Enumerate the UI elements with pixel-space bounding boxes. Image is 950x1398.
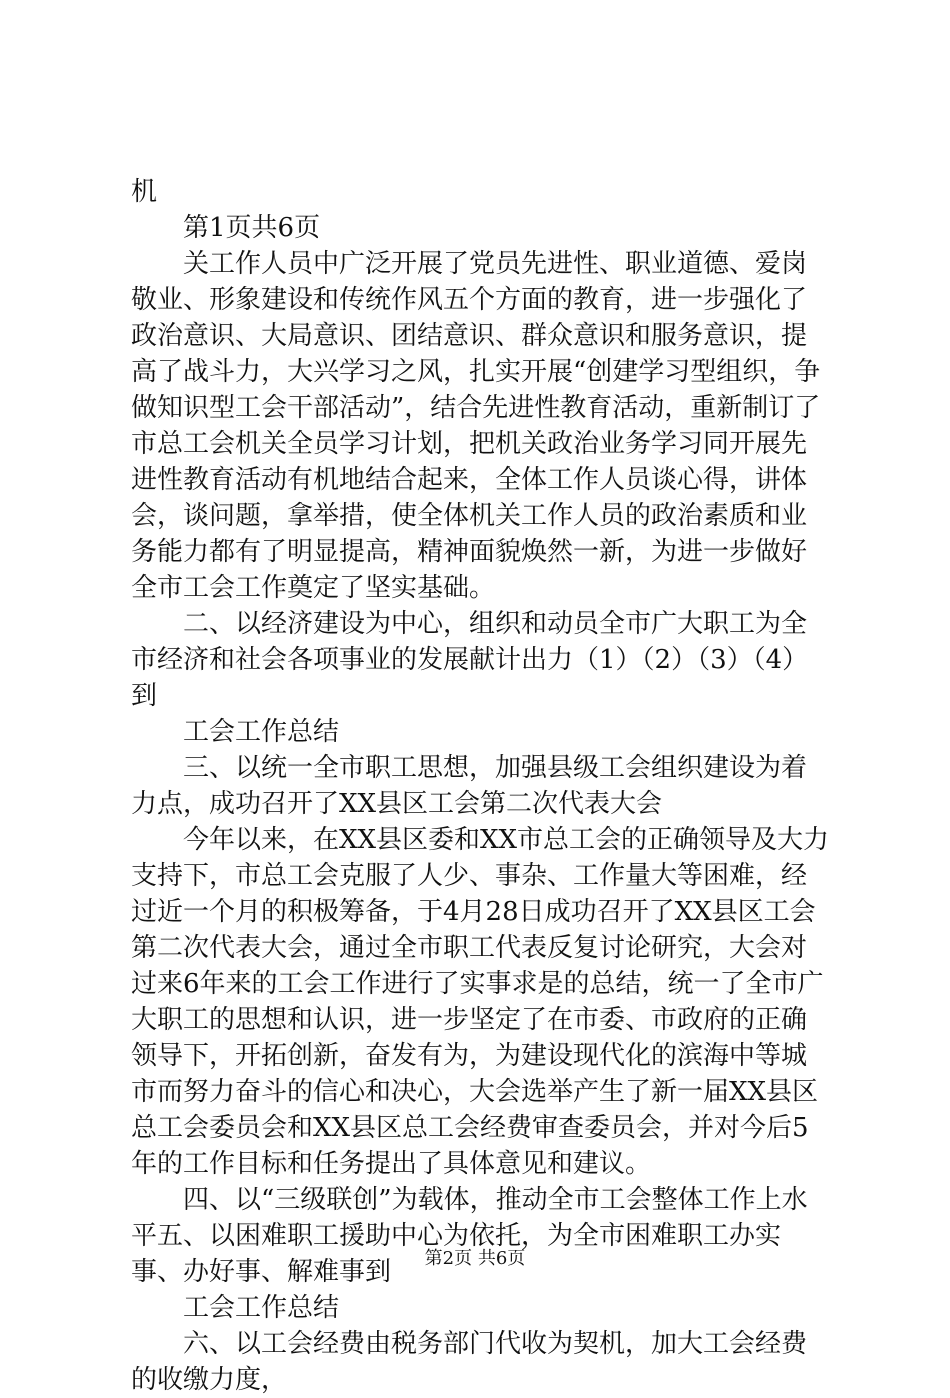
- paragraph-heading-1: 工会工作总结: [183, 717, 340, 747]
- document-body: [131, 174, 831, 1398]
- paragraph-7: 四、以“三级联创”为载体，推动全市工会整体工作上水平五、以困难职工援助中心为依托，为全市困难职工办实事、办好事、解难事到: [131, 1185, 808, 1287]
- paragraph-0: 机: [131, 177, 158, 207]
- paragraph-heading-2: 工会工作总结: [183, 1293, 340, 1323]
- paragraph-5: 三、以统一全市职工思想，加强县级工会组织建设为着力点，成功召开了XX县区工会第二次代表大会: [131, 753, 808, 819]
- paragraph-6: 今年以来，在XX县区委和XX市总工会的正确领导及大力支持下，市总工会克服了人少、事杂、工作量大等困难，经过近一个月的积极筹备，于4月28日成功召开了XX县区工会第二次代表大会，通过全市职工代表反复讨论研究，大会对过来6年来的工会工作进行了实事求是的总结，统一了全市广大职工的思想和认识，进一步坚定了在市委、市政府的正确领导下，开拓创新，奋发有为，为建设现代化的滨海中等城市而努力奋斗的信心和决心，大会选举产生了新一届XX县区总工会委员会和XX县区总工会经费审查委员会，并对今后5年的工作目标和任务提出了具体意见和建议。: [131, 825, 830, 1179]
- paragraph-9: 六、以工会经费由税务部门代收为契机，加大工会经费的收缴力度，: [131, 1329, 808, 1395]
- paragraph-page-marker: 第1页共6页: [183, 213, 321, 243]
- page-footer: 第2页 共6页: [424, 1248, 526, 1269]
- paragraph-3: 二、以经济建设为中心，组织和动员全市广大职工为全市经济和社会各项事业的发展献计出力（1）（2）（3）（4）到: [131, 609, 809, 711]
- paragraph-2: 关工作人员中广泛开展了党员先进性、职业道德、爱岗敬业、形象建设和传统作风五个方面的教育，进一步强化了政治意识、大局意识、团结意识、群众意识和服务意识，提高了战斗力，大兴学习之风，扎实开展“创建学习型组织，争做知识型工会干部活动”，结合先进性教育活动，重新制订了市总工会机关全员学习计划，把机关政治业务学习同开展先进性教育活动有机地结合起来，全体工作人员谈心得，讲体会，谈问题，拿举措，使全体机关工作人员的政治素质和业务能力都有了明显提高，精神面貌焕然一新，为进一步做好全市工会工作奠定了坚实基础。: [131, 249, 821, 603]
